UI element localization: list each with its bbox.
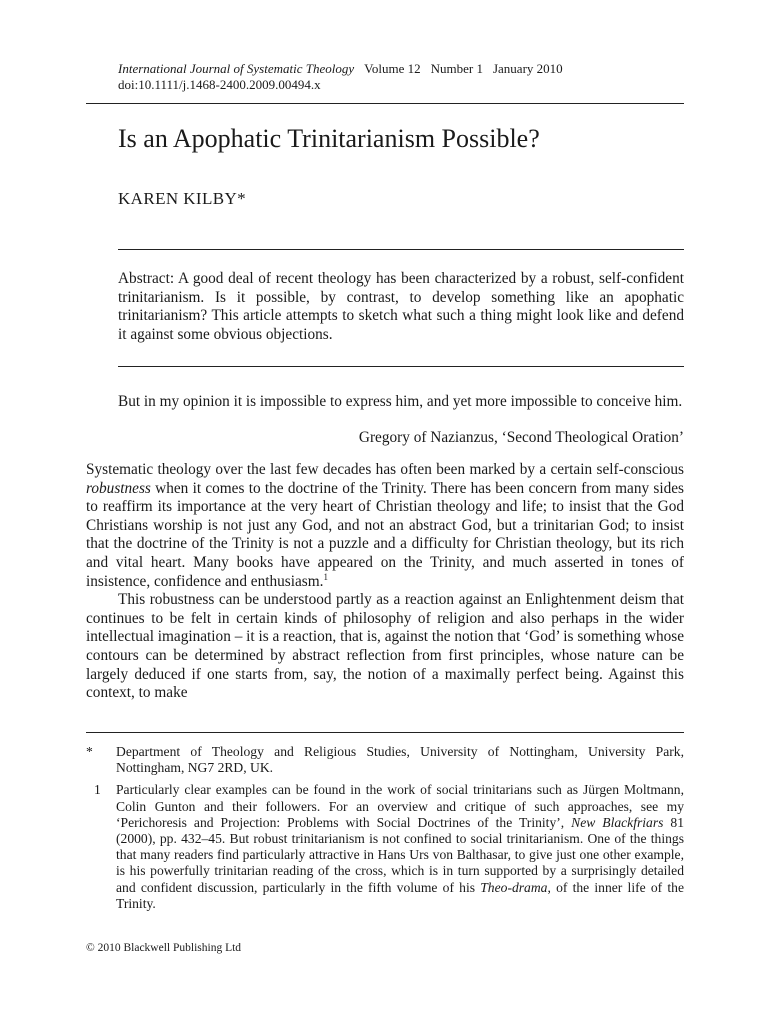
journal-number: Number 1	[430, 61, 483, 76]
footnote-reference[interactable]: 1	[323, 571, 328, 582]
body-text	[86, 461, 684, 703]
footnote-rule	[86, 732, 684, 733]
article-author: KAREN KILBY*	[118, 189, 247, 208]
footnote-text: , of the inner life of the Trinity.	[116, 879, 684, 911]
epigraph-source: Gregory of Nazianzus, ‘Second Theological Oration’	[358, 429, 684, 446]
body-paragraph: This robustness can be understood partly as a reaction against an Enlightenment deism that continues to be felt in certain kinds of philosophy of religion and also perhaps in the wider intellectual imagination – it is a reaction, that is, against the notion that ‘God’ is something whose contours can be determined by abstract reflection from first principles, whose nature can be largely deduced if one starts from, say, the notion of a maximally perfect being. Against this context, to make	[86, 591, 684, 702]
body-text-span: Systematic theology over the last few decades has often been marked by a certain self-conscious	[86, 461, 684, 478]
doi: doi:10.1111/j.1468-2400.2009.00494.x	[118, 77, 321, 92]
abstract-text: A good deal of recent theology has been characterized by a robust, self-confident trinitarianism. Is it possible, by contrast, to develop something like an apophatic trinitarianism? This article attempts to sketch what such a thing might look like and defend it against some obvious objections.	[118, 270, 684, 343]
copyright-notice: © 2010 Blackwell Publishing Ltd	[86, 942, 242, 954]
journal-title-italic: New Blackfriars	[571, 814, 664, 830]
journal-header	[118, 61, 563, 93]
body-text-span: when it comes to the doctrine of the Trinity. There has been concern from many sides to reaffirm its importance at the very heart of Christian theology and life; to insist that the God Christians worship is not just any God, and not an abstract God, but a trinitarian God; to insist that the doctrine of the Trinity is not a puzzle and a difficulty for Christian theology, but its rich and vital heart. Many books have appeared on the Trinity, and much asserted in tones of insistence, confidence and enthusiasm.	[86, 479, 684, 590]
footnote-text: 81 (2000), pp. 432–45. But robust trinitarianism is not confined to social trinitarianism. One of the things that many readers find particularly attractive in Hans Urs von Balthasar, to give just one other example, is his powerfully trinitarian reading of the cross, which is in turn supported by a surprisingly detailed and confident discussion, particularly in the fifth volume of his	[116, 814, 685, 895]
abstract-bottom-rule	[118, 366, 684, 367]
abstract	[118, 270, 684, 344]
epigraph-quote: But in my opinion it is impossible to express him, and yet more impossible to conceive him.	[118, 393, 683, 410]
header-rule	[86, 103, 684, 104]
journal-name: International Journal of Systematic Theology	[118, 61, 355, 76]
footnote-mark: 1	[94, 782, 101, 798]
journal-citation-line	[118, 61, 563, 77]
emphasis-robustness: robustness	[86, 479, 151, 497]
footnote-text: Particularly clear examples can be found in the work of social trinitarians such as Jürgen Moltmann, Colin Gunton and their followers. For an overview and critique of such approaches, see my ‘Perichoresis and Projection: Problems with Social Doctrines of the Trinity’,	[116, 782, 684, 830]
article-title: Is an Apophatic Trinitarianism Possible?	[118, 124, 540, 153]
journal-date: January 2010	[492, 61, 563, 76]
journal-volume: Volume 12	[364, 61, 421, 76]
footnote-mark: *	[86, 744, 93, 759]
footnote-text: Department of Theology and Religious Studies, University of Nottingham, University Park, Nottingham, NG7 2RD, UK.	[116, 744, 684, 776]
book-title-italic: Theo-drama	[480, 879, 548, 895]
footnote-1	[86, 782, 684, 912]
author-affiliation-note	[86, 744, 684, 776]
footnotes	[86, 744, 684, 918]
abstract-label: Abstract:	[118, 270, 175, 287]
abstract-top-rule	[118, 249, 684, 250]
body-paragraph	[86, 461, 684, 591]
